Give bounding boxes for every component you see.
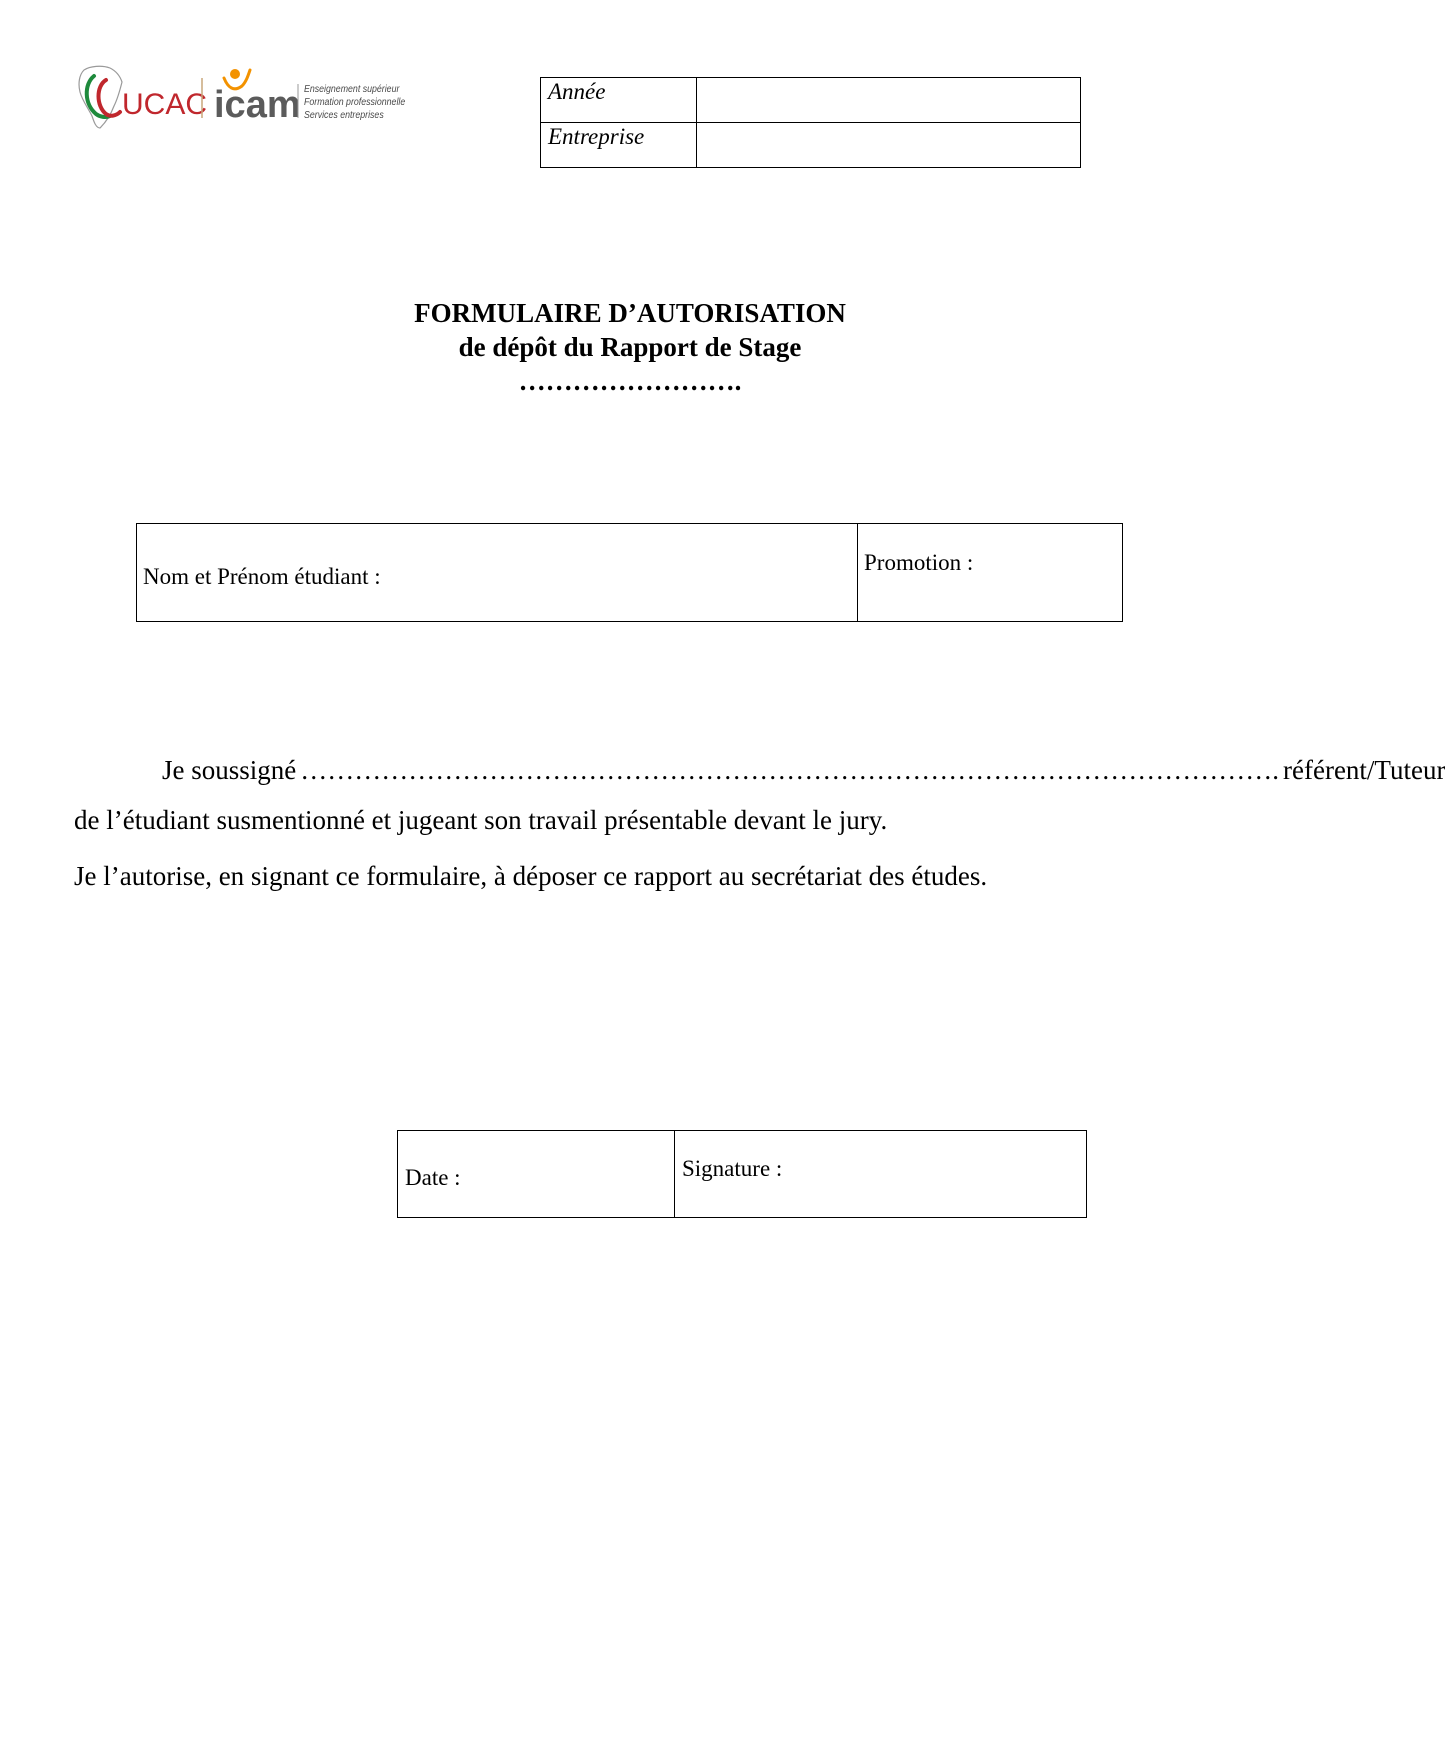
signature-field[interactable]: [675, 1131, 1087, 1218]
date-signature-table: [397, 1130, 1087, 1218]
statement-line-1: [74, 745, 1445, 795]
statement-line-3: Je l’autorise, en signant ce formulaire, à déposer ce rapport au secrétariat des études.: [74, 861, 988, 891]
authorization-statement: [74, 745, 1445, 901]
signature-label: Signature :: [682, 1156, 783, 1181]
title-line-1: FORMULAIRE D’AUTORISATION: [414, 298, 846, 328]
tagline-line: Services entreprises: [304, 110, 384, 121]
year-company-table: [540, 77, 1081, 168]
tagline-line: Enseignement supérieur: [304, 84, 400, 95]
student-info-table: [136, 523, 1123, 622]
promotion-label: Promotion :: [864, 550, 974, 575]
table-row: [541, 78, 1081, 123]
student-name-label: Nom et Prénom étudiant :: [143, 563, 381, 589]
company-label: Entreprise: [541, 123, 697, 168]
ucac-logo-text: UCAC: [122, 88, 208, 121]
statement-line-2: de l’étudiant susmentionné et jugeant son travail présentable devant le jury.: [74, 805, 888, 835]
promotion-field[interactable]: [858, 524, 1123, 622]
year-label: Année: [541, 78, 697, 123]
table-row: [541, 123, 1081, 168]
date-label: Date :: [405, 1165, 461, 1190]
statement-role: référent/Tuteur: [1283, 755, 1445, 785]
tagline-line: Formation professionnelle: [304, 97, 406, 108]
student-name-field[interactable]: [137, 524, 858, 622]
date-field[interactable]: [398, 1131, 675, 1218]
year-field[interactable]: [697, 78, 1081, 123]
icam-logo-text: icam: [214, 84, 301, 126]
company-field[interactable]: [697, 123, 1081, 168]
form-title: [0, 296, 1260, 398]
title-dots: …………………….: [518, 366, 742, 396]
statement-start: Je soussigné: [162, 755, 297, 785]
referent-name-blank[interactable]: ……………………………………………………………………………………………….: [300, 755, 1279, 785]
table-row: [137, 524, 1123, 622]
table-row: [398, 1131, 1087, 1218]
title-line-2: de dépôt du Rapport de Stage: [458, 332, 802, 362]
logo-tagline: [304, 83, 405, 122]
